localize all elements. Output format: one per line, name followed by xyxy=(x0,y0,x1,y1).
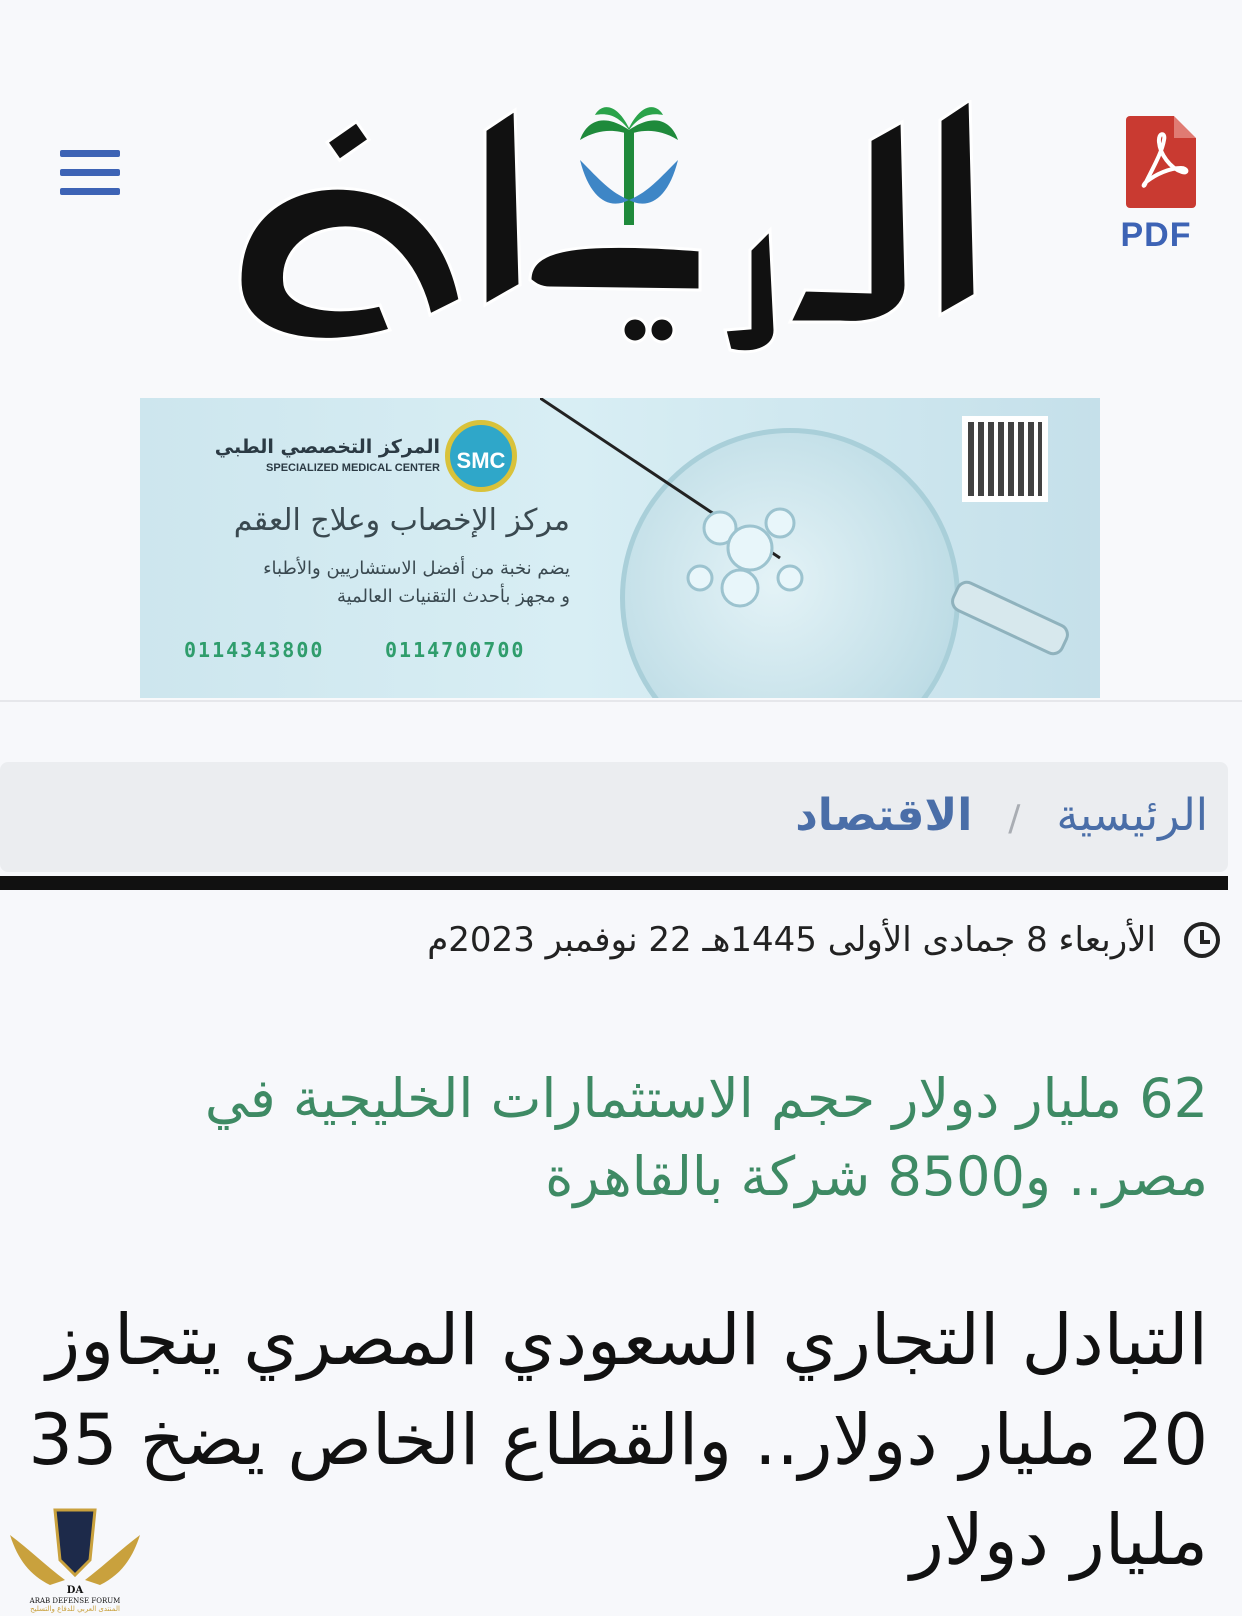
article-date-row xyxy=(427,920,1220,960)
clock-icon xyxy=(1184,922,1220,958)
ad-phone-2: 0114700700 xyxy=(385,638,526,662)
site-logo[interactable] xyxy=(230,100,1010,360)
article-kicker: 62 مليار دولار حجم الاستثمارات الخليجية في مصر.. و8500 شركة بالقاهرة xyxy=(204,1067,1208,1208)
breadcrumb-separator: / xyxy=(1008,798,1021,839)
ad-headline: مركز الإخصاب وعلاج العقم xyxy=(233,503,570,538)
smc-badge: SMC xyxy=(445,420,517,492)
advertisement-banner[interactable] xyxy=(140,398,1100,698)
hamburger-menu-icon[interactable] xyxy=(60,150,120,200)
pdf-file-icon xyxy=(1126,116,1196,208)
watermark-name-en: ARAB DEFENSE FORUM xyxy=(29,1597,121,1605)
ad-description-line2: و مجهز بأحدث التقنيات العالمية xyxy=(336,586,570,607)
breadcrumb xyxy=(795,790,1208,841)
pdf-download-button[interactable] xyxy=(1106,116,1206,266)
pdf-label: PDF xyxy=(1120,216,1192,254)
ad-phone-1: 0114343800 xyxy=(184,638,325,662)
watermark-name-ar: المنتدى العربي للدفاع والتسليح xyxy=(30,1605,120,1613)
ad-description-line1: يضم نخبة من أفضل الاستشاريين والأطباء xyxy=(263,558,570,579)
qr-code-icon xyxy=(962,416,1048,502)
breadcrumb-home-link[interactable]: الرئيسية xyxy=(1056,790,1208,841)
article-title: التبادل التجاري السعودي المصري يتجاوز 20 مليار دولار.. والقطاع الخاص يضخ 35 مليار دولار xyxy=(28,1299,1208,1581)
logo-wordmark xyxy=(240,100,975,352)
watermark-badge: DA xyxy=(66,1585,84,1596)
breadcrumb-section-link[interactable]: الاقتصاد xyxy=(795,790,973,841)
top-edge xyxy=(0,0,1242,22)
ad-center-name-en: SPECIALIZED MEDICAL CENTER xyxy=(266,462,440,474)
ad-center-name-ar: المركز التخصصي الطبي xyxy=(214,436,440,458)
arab-defense-forum-watermark xyxy=(10,1505,140,1613)
palm-emblem-icon xyxy=(580,107,678,225)
section-divider xyxy=(0,876,1228,890)
article-date: الأربعاء 8 جمادى الأولى 1445هـ 22 نوفمبر 2023م xyxy=(427,920,1156,960)
